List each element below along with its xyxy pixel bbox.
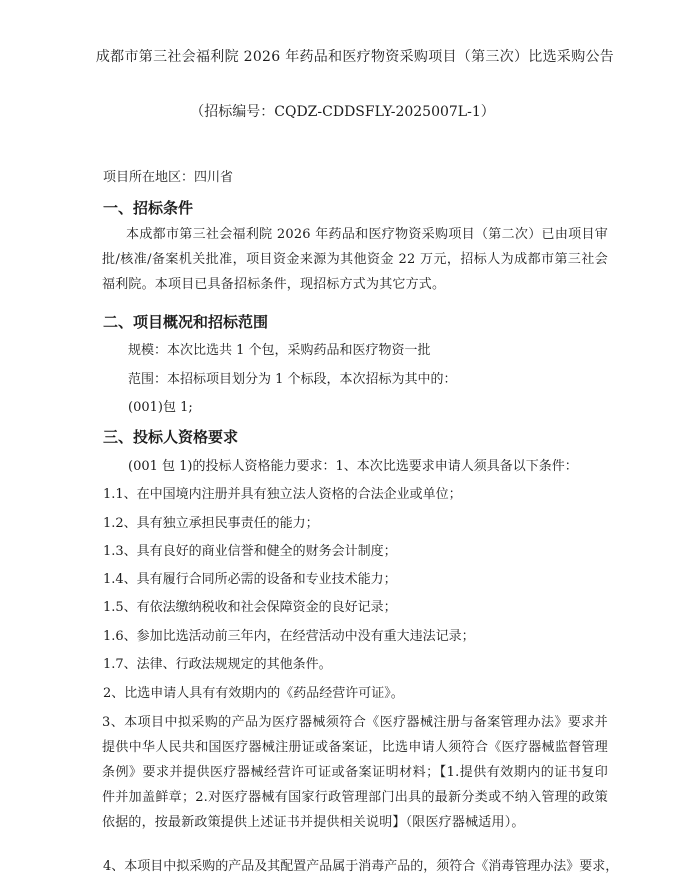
section-1-body: 本成都市第三社会福利院 2026 年药品和医疗物资采购项目（第二次）已由项目审批/核准/备案机关批准，项目资金来源为其他资金 22 万元，招标人为成都市第三社会福利院。本项目已具备招标条件，现招标方式为其它方式。 — [102, 227, 608, 292]
scope-text: 范围：本招标项目划分为 1 个标段，本次招标为其中的： — [128, 372, 457, 387]
section-1-heading: 一、招标条件 — [103, 199, 194, 217]
qualification-item: 1.2、具有独立承担民事责任的能力； — [103, 516, 319, 531]
qualification-item-3: 3、本项目中拟采购的产品为医疗器械须符合《医疗器械注册与备案管理办法》要求并提供中华人民共和国医疗器械注册证或备案证，比选申请人须符合《医疗器械监督管理条例》要求并提供医疗器械经营许可证或备案证明材料；【1.提供有效期内的证书复印件并加盖鲜章；2.对医疗器械有国家行政管理部门出具的最新分类或不纳入管理的政策依据的，按最新政策提供上述证书并提供相关说明】（限医疗器械适用）。 — [102, 715, 608, 830]
tender-code: （招标编号：CQDZ-CDDSFLY-2025007L-1） — [190, 104, 495, 120]
scale-text: 规模：本次比选共 1 个包，采购药品和医疗物资一批 — [128, 343, 431, 358]
qualification-item: 2、比选申请人具有有效期内的《药品经营许可证》。 — [103, 686, 404, 701]
qualification-item: 1.4、具有履行合同所必需的设备和专业技术能力； — [103, 572, 397, 587]
section-3-heading: 三、投标人资格要求 — [103, 428, 239, 446]
qualification-item: 1.5、有依法缴纳税收和社会保障资金的良好记录； — [103, 600, 397, 615]
package-text: (001)包 1; — [128, 400, 193, 415]
section-2-heading: 二、项目概况和招标范围 — [103, 313, 269, 331]
qualification-item: 1.3、具有良好的商业信誉和健全的财务会计制度； — [103, 544, 397, 559]
document-title: 成都市第三社会福利院 2026 年药品和医疗物资采购项目（第三次）比选采购公告 — [95, 49, 615, 65]
project-region: 项目所在地区：四川省 — [103, 170, 234, 185]
qualification-item: 1.1、在中国境内注册并具有独立法人资格的合法企业或单位； — [103, 487, 462, 502]
qualification-item-4: 4、本项目中拟采购的产品及其配置产品属于消毒产品的，须符合《消毒管理办法》要求， — [103, 859, 619, 874]
qualification-item: 1.7、法律、行政法规规定的其他条件。 — [103, 657, 332, 672]
qualification-intro: (001 包 1)的投标人资格能力要求：1、本次比选要求申请人须具备以下条件： — [128, 459, 578, 474]
qualification-item: 1.6、参加比选活动前三年内，在经营活动中没有重大违法记录； — [103, 629, 475, 644]
